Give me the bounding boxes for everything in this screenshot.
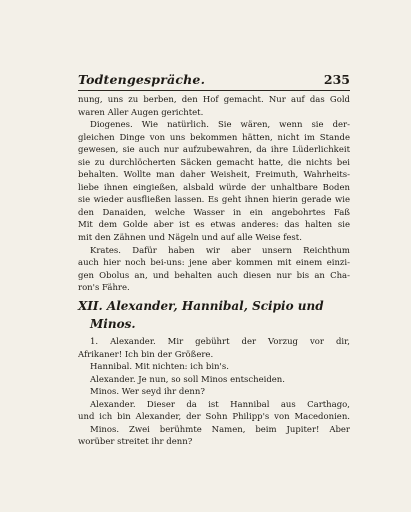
section-heading-line: Minos. (90, 317, 136, 331)
text-line: Krates. Dafür haben wir aber unsern Reichthum (90, 245, 350, 256)
text-line: Hannibal. Mit nichten: ich bin's. (90, 362, 229, 373)
text-line: sie wieder ausfließen lassen. Es geht ihnen hierin gerade wie (78, 195, 350, 206)
text-line: waren Aller Augen gerichtet. (78, 107, 204, 118)
text-line: liebe ihnen eingießen, alsbald würde der unhaltbare Boden (78, 182, 350, 193)
text-line: sie zu durchlöcherten Säcken gemacht hatte, die nichts bei (78, 157, 350, 168)
text-line: gen Obolus an, und behalten auch diesen nur bis an Cha- (78, 270, 350, 281)
text-line: behalten. Wollte man daher Weisheit, Freimuth, Wahrheits- (78, 170, 350, 181)
text-line: nung, uns zu berben, den Hof gemacht. Nur auf das Gold (78, 95, 350, 105)
section-heading-line: XII. Alexander, Hannibal, Scipio und (78, 299, 324, 313)
text-line: Diogenes. Wie natürlich. Sie wären, wenn sie der- (90, 120, 350, 131)
text-line: und ich bin Alexander, der Sohn Philipp's von Macedonien. (78, 412, 350, 423)
dialogue-passage-1 (78, 94, 350, 295)
text-line: Alexander. Je nun, so soll Minos entscheiden. (90, 374, 285, 385)
text-line: Minos. Zwei berühmte Namen, beim Jupiter! Aber (90, 424, 350, 435)
text-line: auch hier noch bei-uns: jene aber kommen mit einem einzi- (78, 258, 350, 269)
text-line: ron's Fähre. (78, 283, 130, 294)
running-header (78, 72, 350, 91)
text-line: Alexander. Dieser da ist Hannibal aus Carthago, (90, 399, 350, 410)
text-line: gewesen, sie auch nur aufzubewahren, da ihre Lüderlichkeit (78, 145, 350, 156)
text-line: den Danaiden, welche Wasser in ein angebohrtes Faß (78, 207, 350, 218)
text-line: gleichen Dinge von uns bekommen hätten, nicht im Stande (78, 132, 350, 143)
dialogue-passage-2 (78, 336, 350, 449)
text-line: worüber streitet ihr denn? (78, 437, 193, 448)
text-line: mit den Zähnen und Nägeln und auf alle Weise fest. (78, 233, 302, 244)
text-line: Afrikaner! Ich bin der Größere. (78, 349, 214, 360)
text-line: 1. Alexander. Mir gebührt der Vorzug vor dir, (90, 337, 350, 347)
running-title: Todtengespräche. (78, 72, 206, 87)
section-heading (78, 297, 350, 333)
text-line: Minos. Wer seyd ihr denn? (90, 387, 205, 398)
text-line: Mit dem Golde aber ist es etwas anderes: das halten sie (78, 220, 350, 231)
page-number: 235 (323, 72, 350, 87)
